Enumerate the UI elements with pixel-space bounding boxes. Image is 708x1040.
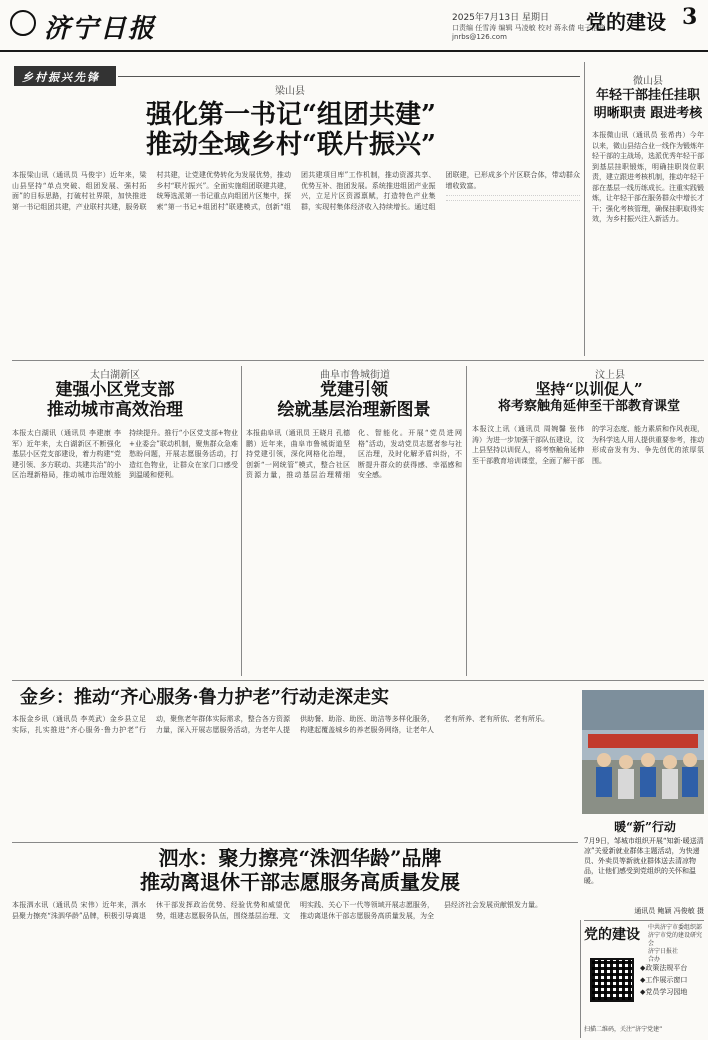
right-top-headline-2: 明晰职责 跟进考核 — [593, 106, 703, 121]
photo-caption — [584, 836, 704, 902]
right-top-headline-1: 年轻干部挂任挂职 — [595, 88, 700, 103]
band-article-text: 本报金乡讯（通讯员 李英武）金乡县立足实际，扎实推进“齐心服务·鲁力护老”行动，聚焦老年群体实际需求，整合各方资源力量，深入开展志愿服务活动，为老年人提供助餐、助浴、助医、助洁等多样化服务，构建起覆盖城乡的养老服务网络，让老年人老有所养、老有所依、老有所乐。 — [12, 715, 549, 734]
photo-caption-text: 7月9日，邹城市组织开展“知新·暖送清凉”关爱新就业群体主题活动，为快递员、外卖员等新就业群体送去清凉物品，让他们感受到党组织的关怀和温暖。 — [584, 837, 704, 885]
mid-center-article-text: 本报曲阜讯（通讯员 王晓月 孔德鹏）近年来，曲阜市鲁城街道坚持党建引领，深化网格化治理，创新“一网统管”模式，整合社区资源力量，推动基层治理精细化、智能化。开展“党员进网格”活动，发动党员志愿者参与社区治理，及时化解矛盾纠纷，不断提升群众的获得感、幸福感和安全感。 — [246, 429, 462, 479]
footer-menu-item: ◆党员学习园地 — [640, 988, 688, 996]
mid-right-county: 汶上县 — [595, 370, 625, 381]
section-divider — [12, 842, 578, 843]
qr-code-icon[interactable] — [590, 958, 634, 1002]
right-top-county: 微山县 — [633, 76, 663, 87]
footer-menu — [640, 962, 706, 998]
mid-right-article-text: 本报汶上讯（通讯员 周婉馨 张伟涛）为进一步加强干部队伍建设，汶上县坚持以训促人，将考察触角延伸至干部教育培训课堂，全面了解干部的学习态度、能力素质和作风表现，为科学选人用人提供重要参考，推动形成奋发有为、争先创优的浓厚氛围。 — [472, 425, 704, 465]
publisher-line: 济宁日报社 — [648, 948, 679, 955]
right-top-article-text: 本报微山讯（通讯员 张希冉）今年以来，微山县结合业一线作为锻炼年轻干部的主战场，选派优秀年轻干部到基层挂职锻炼，明确挂职岗位职责，建立跟进考核机制，推动年轻干部在基层一线历练成长。注重实践锻炼，让年轻干部在服务群众中增长才干；强化考核管理，确保挂职取得实效，为乡村振兴注入新活力。 — [592, 131, 704, 223]
masthead — [0, 0, 708, 52]
mid-center-headline-2: 绘就基层治理新图景 — [277, 400, 431, 420]
bottom-article-text: 本报泗水讯（通讯员 宋伟）近年来，泗水县聚力擦亮“洙泗华龄”品牌，积极引导离退休干部发挥政治优势、经验优势和威望优势，组建志愿服务队伍，围绕基层治理、文明实践、关心下一代等领域开展志愿服务，推动离退休干部志愿服务高质量发展，为全县经济社会发展贡献银发力量。 — [12, 901, 542, 920]
mid-left-article-body — [12, 428, 238, 676]
article-text-placeholder — [446, 195, 581, 201]
mid-right-headline-1: 坚持“以训促人” — [535, 380, 643, 398]
mid-center-headline-1: 党建引领 — [320, 380, 388, 400]
photo-credit: 通讯员 鲍颖 冯俊敏 摄 — [634, 907, 704, 915]
mid-left-article-text: 本报太白湖讯（通讯员 李建康 李军）近年来，太白湖新区不断强化基层小区党支部建设，着力构建“党建引领、多方联动、共建共治”的小区治理新格局，推动城市治理效能持续提升。推行“小区党支部+物业+业委会”联动机制，聚焦群众急难愁盼问题，开展志愿服务活动，打造红色物业，让群众在家门口感受到温暖和便利。 — [12, 429, 238, 479]
mid-right-headline-2: 将考察触角延伸至干部教育课堂 — [497, 399, 680, 414]
column-divider — [580, 920, 581, 1038]
mid-left-headline-1: 建强小区党支部 — [55, 380, 175, 400]
bottom-headline-2: 推动离退休干部志愿服务高质量发展 — [140, 870, 460, 894]
section-divider — [12, 360, 704, 361]
page-number: 3 — [682, 4, 698, 30]
bottom-headline-1: 泗水：聚力擦亮“洙泗华龄”品牌 — [158, 846, 442, 870]
lead-article-body — [12, 170, 580, 376]
column-divider — [466, 366, 467, 676]
divider — [118, 76, 580, 77]
footer-menu-item: ◆政策法规平台 — [640, 964, 688, 972]
publisher-line: 济宁市党的建设研究会 — [648, 932, 703, 947]
footer-section-title: 党的建设 — [584, 927, 640, 943]
right-top-article-body — [592, 130, 704, 356]
mid-left-county: 太白湖新区 — [90, 370, 140, 381]
lead-headline-1: 强化第一书记“组团共建” — [146, 100, 436, 130]
bottom-article-body — [12, 900, 578, 1038]
section-divider — [584, 920, 704, 921]
editor-info: 口责编 任雪涛 编辑 马凌敏 校对 蒋永倩 电子信箱 jnrbs@126.com — [452, 24, 606, 41]
newspaper-logo: 济宁日报 — [44, 14, 157, 44]
lead-headline-2: 推动全域乡村“联片振兴” — [146, 130, 436, 160]
lead-article-text: 本报梁山讯（通讯员 马俊宇）近年来，梁山县坚持“单点突破、组团发展、强村拓面”的目标思路，打破村社界限，加快推进第一书记组团共建，产业联村共建，服务联村共建，让党建优势转化为发展优势，推动乡村“联片振兴”。全面实施组团联建共建，统筹选派第一书记重点向组团片区集中，探索“第一书记+组团村”联建模式，创新“组团共建项目库”工作机制，推动资源共享、优势互补、抱团发展。系统推进组团产业振兴，立足片区资源禀赋，打造特色产业集群，实现村集体经济收入持续增长。通过组团联建，已形成多个片区联合体，带动群众增收致富。 — [12, 171, 580, 211]
newspaper-logo-icon — [10, 10, 36, 36]
qr-label: 扫描二维码，关注“济宁党建” — [584, 1026, 663, 1033]
column-divider — [584, 62, 585, 356]
photo-illustration — [582, 690, 704, 814]
mid-center-article-body — [246, 428, 462, 676]
mid-left-headline-2: 推动城市高效治理 — [47, 400, 183, 420]
footer-publishers — [648, 924, 706, 964]
footer-menu-item: ◆工作展示窗口 — [640, 976, 688, 984]
publisher-line: 中共济宁市委组织部 — [648, 924, 703, 931]
column-tagline: 乡村振兴先锋 — [14, 66, 116, 86]
photo-caption-title: 暖“新”行动 — [614, 820, 676, 834]
section-divider — [12, 680, 704, 681]
band-article-body — [12, 714, 578, 838]
mid-center-county: 曲阜市鲁城街道 — [320, 370, 390, 381]
lead-county: 梁山县 — [275, 86, 305, 97]
mid-right-article-body — [472, 424, 704, 676]
publisher-line: 合办 — [648, 956, 661, 963]
section-title: 党的建设 — [586, 10, 666, 34]
column-divider — [241, 366, 242, 676]
issue-date: 2025年7月13日 星期日 — [452, 13, 549, 23]
band-headline: 金乡：推动“齐心服务·鲁力护老”行动走深走实 — [20, 687, 389, 708]
volunteer-photo — [582, 690, 704, 814]
